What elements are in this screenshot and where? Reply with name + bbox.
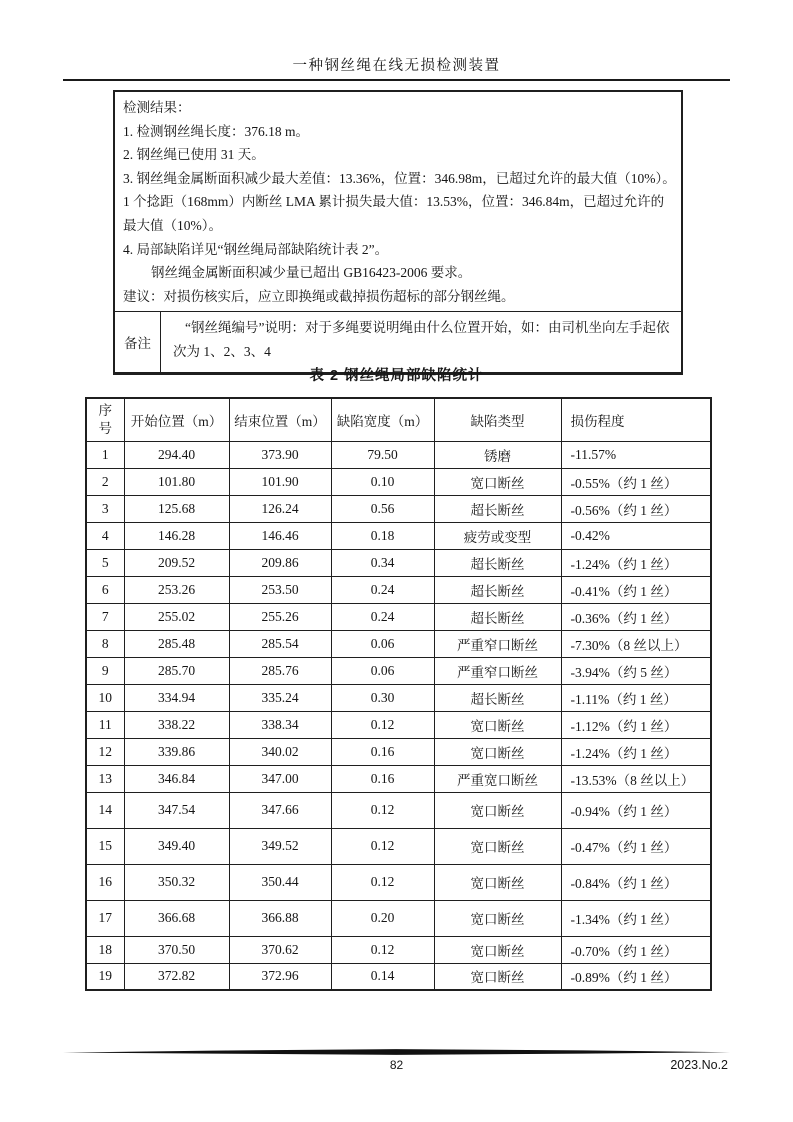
cell-index: 4	[86, 522, 124, 549]
cell-defect-type: 超长断丝	[434, 603, 561, 630]
cell-defect-width: 0.20	[331, 900, 434, 936]
cell-end-position: 372.96	[229, 963, 331, 990]
cell-start-position: 366.68	[124, 900, 229, 936]
table-row	[86, 468, 711, 495]
cell-start-position: 294.40	[124, 441, 229, 468]
note-text: “钢丝绳编号”说明：对于多绳要说明绳由什么位置开始，如：由司机坐向左手起依次为 1、2、3、4	[173, 320, 670, 360]
result-line: 建议：对损伤核实后，应立即换绳或截掉损伤超标的部分钢丝绳。	[123, 288, 515, 304]
cell-start-position: 146.28	[124, 522, 229, 549]
header-start-position: 开始位置（m）	[124, 398, 229, 441]
result-lines	[115, 92, 681, 311]
cell-end-position: 126.24	[229, 495, 331, 522]
cell-damage-degree: -11.57%	[561, 441, 711, 468]
cell-defect-type: 宽口断丝	[434, 963, 561, 990]
cell-end-position: 253.50	[229, 576, 331, 603]
table-row	[86, 765, 711, 792]
cell-end-position: 338.34	[229, 711, 331, 738]
cell-defect-type: 严重窄口断丝	[434, 657, 561, 684]
cell-start-position: 101.80	[124, 468, 229, 495]
result-line: 最大值（10%）。	[123, 217, 222, 233]
table-row	[86, 864, 711, 900]
cell-damage-degree: -0.41%（约 1 丝）	[561, 576, 711, 603]
issue-label: 2023.No.2	[670, 1058, 728, 1072]
table-row	[86, 522, 711, 549]
cell-damage-degree: -0.94%（约 1 丝）	[561, 792, 711, 828]
cell-damage-degree: -0.70%（约 1 丝）	[561, 936, 711, 963]
cell-end-position: 347.66	[229, 792, 331, 828]
cell-defect-width: 0.30	[331, 684, 434, 711]
result-line: 4. 局部缺陷详见“钢丝绳局部缺陷统计表 2”。	[123, 241, 389, 257]
table-row	[86, 792, 711, 828]
result-line: 3. 钢丝绳金属断面积减少最大差值：13.36%，位置：346.98m，已超过允许的最大值（10%）。	[123, 170, 676, 186]
cell-defect-width: 0.18	[331, 522, 434, 549]
cell-start-position: 285.70	[124, 657, 229, 684]
cell-damage-degree: -1.34%（约 1 丝）	[561, 900, 711, 936]
cell-start-position: 347.54	[124, 792, 229, 828]
cell-end-position: 285.76	[229, 657, 331, 684]
cell-defect-width: 0.14	[331, 963, 434, 990]
cell-defect-type: 超长断丝	[434, 495, 561, 522]
cell-damage-degree: -0.84%（约 1 丝）	[561, 864, 711, 900]
result-box	[113, 90, 683, 375]
cell-damage-degree: -3.94%（约 5 丝）	[561, 657, 711, 684]
cell-index: 16	[86, 864, 124, 900]
cell-defect-width: 0.12	[331, 828, 434, 864]
cell-index: 9	[86, 657, 124, 684]
page-number: 82	[389, 1058, 404, 1072]
cell-damage-degree: -1.24%（约 1 丝）	[561, 738, 711, 765]
table-row	[86, 684, 711, 711]
table-row	[86, 936, 711, 963]
cell-defect-type: 超长断丝	[434, 549, 561, 576]
cell-end-position: 146.46	[229, 522, 331, 549]
cell-start-position: 349.40	[124, 828, 229, 864]
page-title: 一种钢丝绳在线无损检测装置	[292, 58, 501, 74]
cell-index: 18	[86, 936, 124, 963]
cell-end-position: 209.86	[229, 549, 331, 576]
table-row	[86, 828, 711, 864]
cell-start-position: 339.86	[124, 738, 229, 765]
cell-end-position: 373.90	[229, 441, 331, 468]
cell-defect-type: 宽口断丝	[434, 468, 561, 495]
cell-defect-type: 宽口断丝	[434, 864, 561, 900]
cell-end-position: 255.26	[229, 603, 331, 630]
cell-index: 6	[86, 576, 124, 603]
cell-end-position: 347.00	[229, 765, 331, 792]
cell-defect-type: 宽口断丝	[434, 936, 561, 963]
table-body	[86, 441, 711, 990]
cell-damage-degree: -0.56%（约 1 丝）	[561, 495, 711, 522]
result-line: 检测结果：	[123, 100, 191, 115]
cell-index: 2	[86, 468, 124, 495]
cell-defect-width: 0.24	[331, 576, 434, 603]
cell-index: 15	[86, 828, 124, 864]
cell-defect-type: 宽口断丝	[434, 792, 561, 828]
cell-start-position: 125.68	[124, 495, 229, 522]
cell-defect-type: 超长断丝	[434, 684, 561, 711]
result-line: 1. 检测钢丝绳长度：376.18 m。	[123, 123, 310, 139]
table-header-row	[86, 398, 711, 441]
cell-index: 11	[86, 711, 124, 738]
cell-index: 13	[86, 765, 124, 792]
cell-defect-width: 0.56	[331, 495, 434, 522]
cell-damage-degree: -0.55%（约 1 丝）	[561, 468, 711, 495]
table-title: 表 2 钢丝绳局部缺陷统计	[309, 368, 484, 384]
cell-defect-width: 0.24	[331, 603, 434, 630]
cell-defect-type: 严重窄口断丝	[434, 630, 561, 657]
cell-defect-width: 0.12	[331, 864, 434, 900]
cell-index: 10	[86, 684, 124, 711]
cell-start-position: 255.02	[124, 603, 229, 630]
cell-defect-type: 锈磨	[434, 441, 561, 468]
cell-defect-width: 0.06	[331, 630, 434, 657]
cell-start-position: 350.32	[124, 864, 229, 900]
table-row	[86, 549, 711, 576]
cell-index: 12	[86, 738, 124, 765]
cell-index: 3	[86, 495, 124, 522]
cell-index: 5	[86, 549, 124, 576]
cell-end-position: 349.52	[229, 828, 331, 864]
cell-index: 19	[86, 963, 124, 990]
cell-index: 1	[86, 441, 124, 468]
cell-start-position: 370.50	[124, 936, 229, 963]
cell-end-position: 335.24	[229, 684, 331, 711]
cell-start-position: 334.94	[124, 684, 229, 711]
cell-end-position: 285.54	[229, 630, 331, 657]
cell-damage-degree: -0.89%（约 1 丝）	[561, 963, 711, 990]
table-row	[86, 441, 711, 468]
result-line: 2. 钢丝绳已使用 31 天。	[123, 147, 265, 163]
result-line: 1 个捻距（168mm）内断丝 LMA 累计损失最大值：13.53%，位置：346.84m，已超过允许的	[123, 194, 665, 210]
cell-defect-type: 宽口断丝	[434, 900, 561, 936]
cell-index: 17	[86, 900, 124, 936]
header-index: 序号	[86, 398, 124, 441]
cell-damage-degree: -1.12%（约 1 丝）	[561, 711, 711, 738]
header-defect-type: 缺陷类型	[434, 398, 561, 441]
header-defect-width: 缺陷宽度（m）	[331, 398, 434, 441]
cell-damage-degree: -0.36%（约 1 丝）	[561, 603, 711, 630]
cell-defect-width: 0.06	[331, 657, 434, 684]
result-line: 钢丝绳金属断面积减少量已超出 GB16423-2006 要求。	[151, 265, 472, 281]
defect-table	[85, 397, 712, 991]
cell-defect-type: 宽口断丝	[434, 828, 561, 864]
cell-defect-width: 0.10	[331, 468, 434, 495]
note-label: 备注	[115, 312, 161, 372]
table-row	[86, 900, 711, 936]
cell-defect-type: 宽口断丝	[434, 738, 561, 765]
cell-damage-degree: -1.24%（约 1 丝）	[561, 549, 711, 576]
cell-end-position: 370.62	[229, 936, 331, 963]
cell-end-position: 340.02	[229, 738, 331, 765]
table-row	[86, 603, 711, 630]
cell-defect-type: 宽口断丝	[434, 711, 561, 738]
cell-damage-degree: -7.30%（8 丝以上）	[561, 630, 711, 657]
cell-start-position: 346.84	[124, 765, 229, 792]
cell-end-position: 101.90	[229, 468, 331, 495]
table-row	[86, 495, 711, 522]
cell-defect-width: 79.50	[331, 441, 434, 468]
cell-defect-type: 严重宽口断丝	[434, 765, 561, 792]
cell-defect-type: 疲劳或变型	[434, 522, 561, 549]
cell-damage-degree: -0.47%（约 1 丝）	[561, 828, 711, 864]
cell-defect-width: 0.34	[331, 549, 434, 576]
cell-index: 7	[86, 603, 124, 630]
cell-start-position: 372.82	[124, 963, 229, 990]
cell-defect-width: 0.16	[331, 738, 434, 765]
table-row	[86, 711, 711, 738]
cell-defect-width: 0.12	[331, 792, 434, 828]
table-row	[86, 657, 711, 684]
cell-damage-degree: -13.53%（8 丝以上）	[561, 765, 711, 792]
table-row	[86, 963, 711, 990]
cell-defect-width: 0.16	[331, 765, 434, 792]
header-rule	[63, 79, 730, 81]
table-row	[86, 738, 711, 765]
table-row	[86, 576, 711, 603]
header-damage-degree: 损伤程度	[561, 398, 711, 441]
cell-start-position: 253.26	[124, 576, 229, 603]
cell-defect-width: 0.12	[331, 936, 434, 963]
cell-end-position: 350.44	[229, 864, 331, 900]
cell-damage-degree: -0.42%	[561, 522, 711, 549]
cell-start-position: 338.22	[124, 711, 229, 738]
header-end-position: 结束位置（m）	[229, 398, 331, 441]
cell-index: 14	[86, 792, 124, 828]
cell-damage-degree: -1.11%（约 1 丝）	[561, 684, 711, 711]
footer-rule	[63, 1048, 730, 1056]
cell-start-position: 209.52	[124, 549, 229, 576]
table-row	[86, 630, 711, 657]
cell-start-position: 285.48	[124, 630, 229, 657]
cell-defect-width: 0.12	[331, 711, 434, 738]
cell-index: 8	[86, 630, 124, 657]
cell-defect-type: 超长断丝	[434, 576, 561, 603]
cell-end-position: 366.88	[229, 900, 331, 936]
